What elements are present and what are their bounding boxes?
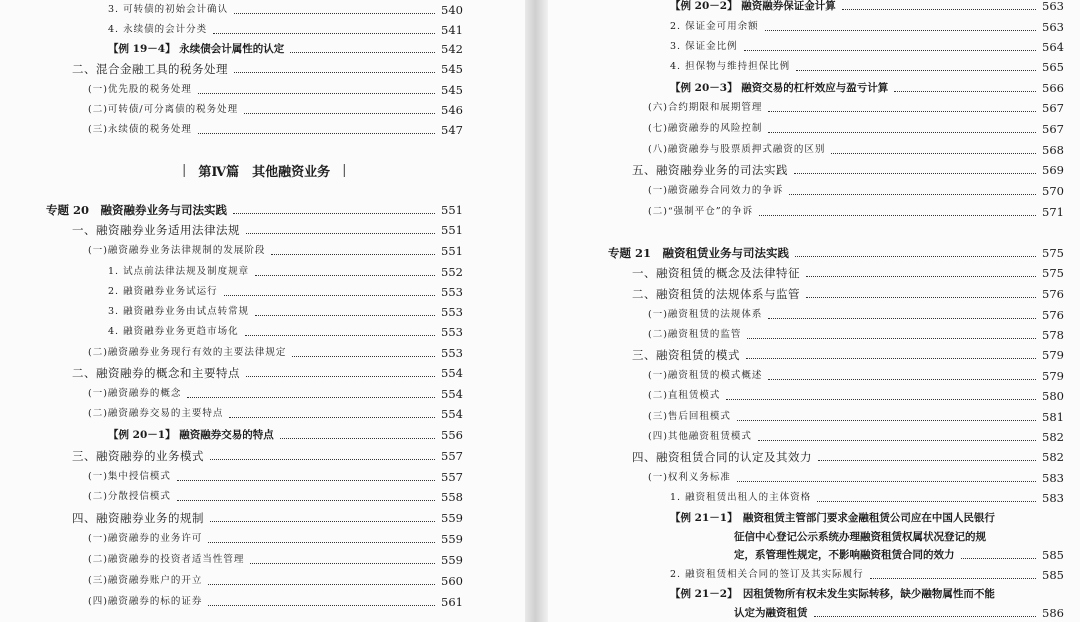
toc-entry-label: (二)融资融券业务现行有效的主要法律规定	[88, 347, 287, 358]
toc-entry	[88, 550, 463, 570]
toc-page-number: 576	[1042, 287, 1064, 301]
dot-leader	[870, 577, 1036, 579]
toc-page-number: 557	[441, 449, 463, 463]
part-heading-title: 第Ⅳ篇 其他融资业务	[198, 164, 331, 180]
toc-section-entry	[72, 363, 463, 383]
toc-entry	[670, 488, 1064, 508]
toc-entry-label: 二、融资融券的概念和主要特点	[72, 366, 240, 380]
toc-page-number: 554	[441, 387, 463, 401]
toc-entry-label: 三、融资租赁的模式	[632, 348, 740, 362]
toc-entry	[670, 37, 1064, 57]
toc-example-line: 【例 21－2】 因租赁物所有权未发生实际转移，缺少融物属性而不能	[670, 588, 995, 600]
toc-page-number: 561	[441, 595, 463, 609]
toc-entry	[648, 98, 1064, 118]
toc-page-number: 586	[1042, 606, 1064, 620]
dot-leader	[894, 90, 1036, 92]
toc-page-number: 583	[1042, 471, 1064, 485]
toc-entry	[108, 282, 463, 302]
toc-page-number: 554	[441, 407, 463, 421]
dot-leader	[208, 583, 435, 585]
dot-leader	[246, 232, 435, 234]
toc-entry-label: 【例 20－1】 融资融券交易的特点	[108, 429, 274, 441]
toc-entry-label: 2. 融资租赁相关合同的签订及其实际履行	[670, 569, 864, 580]
toc-entry-label: (四)融资融券的标的证券	[88, 596, 203, 607]
toc-section-entry	[632, 263, 1064, 283]
toc-example-entry	[734, 545, 1064, 565]
toc-entry	[108, 322, 463, 342]
toc-entry	[88, 592, 463, 612]
dot-leader	[759, 214, 1036, 216]
dot-leader	[768, 378, 1036, 380]
toc-example-line: 征信中心登记公示系统办理融资租赁权属状况登记的规	[734, 531, 986, 543]
toc-page-number: 553	[441, 325, 463, 339]
toc-entry	[648, 427, 1064, 447]
toc-entry-label: 三、融资融券的业务模式	[72, 449, 204, 463]
dot-leader	[747, 337, 1036, 339]
toc-example-entry	[108, 39, 463, 59]
toc-topic-entry	[46, 200, 463, 220]
toc-entry-label: 1. 融资租赁出租人的主体资格	[670, 492, 812, 503]
toc-page-number: 568	[1042, 143, 1064, 157]
toc-page-number: 571	[1042, 205, 1064, 219]
toc-entry-label: 3. 可转债的初始会计确认	[108, 4, 229, 15]
dot-leader	[280, 437, 435, 439]
toc-page-number: 575	[1042, 246, 1064, 260]
toc-page-number: 551	[441, 203, 463, 217]
dot-leader	[208, 541, 435, 543]
dot-leader	[768, 131, 1036, 133]
dot-leader	[795, 255, 1036, 257]
toc-page-number: 546	[441, 103, 463, 117]
toc-entry	[648, 468, 1064, 488]
toc-page-number: 552	[441, 265, 463, 279]
toc-entry	[88, 80, 463, 100]
toc-entry-label: 四、融资融券业务的规制	[72, 511, 204, 525]
dot-leader	[961, 557, 1037, 559]
dot-leader	[255, 274, 435, 276]
part-heading	[170, 158, 359, 182]
toc-entry-label: (一)融资融券的概念	[88, 388, 182, 399]
toc-page-number: 563	[1042, 20, 1064, 34]
toc-page-number: 553	[441, 285, 463, 299]
dot-leader	[213, 32, 435, 34]
toc-page-number: 580	[1042, 389, 1064, 403]
toc-topic-entry	[608, 243, 1064, 263]
toc-entry	[648, 366, 1064, 386]
dot-leader	[255, 314, 435, 316]
book-gutter	[525, 0, 548, 622]
dot-leader	[234, 12, 435, 14]
dot-leader	[842, 8, 1036, 10]
toc-entry	[88, 529, 463, 549]
toc-entry-label: (一)融资租赁的模式概述	[648, 370, 763, 381]
toc-entry-label: (一)融资融券的业务许可	[88, 533, 203, 544]
toc-entry-label: (四)其他融资租赁模式	[648, 431, 752, 442]
toc-entry-label: (一)融资租赁的法规体系	[648, 309, 763, 320]
toc-entry	[88, 384, 463, 404]
toc-entry-label: (二)分散授信模式	[88, 491, 171, 502]
toc-entry	[648, 386, 1064, 406]
toc-page-number: 560	[441, 574, 463, 588]
toc-section-entry	[72, 446, 463, 466]
toc-entry-label: (三)融资融券账户的开立	[88, 575, 203, 586]
toc-section-entry	[72, 220, 463, 240]
dot-leader	[758, 439, 1036, 441]
toc-entry	[648, 119, 1064, 139]
toc-entry	[108, 20, 463, 40]
toc-entry-label: 4. 融资融券业务更趋市场化	[108, 326, 239, 337]
dot-leader	[233, 212, 435, 214]
toc-entry-label: 认定为融资租赁	[734, 607, 808, 619]
dot-leader	[210, 520, 435, 522]
dot-leader	[817, 500, 1036, 502]
toc-section-entry	[632, 160, 1064, 180]
toc-section-entry	[632, 345, 1064, 365]
toc-entry-label: 2. 保证金可用余额	[670, 21, 759, 32]
dot-leader	[290, 51, 435, 53]
toc-entry-label: 2. 融资融券业务试运行	[108, 286, 218, 297]
toc-page-number: 583	[1042, 491, 1064, 505]
toc-page-number: 581	[1042, 410, 1064, 424]
dot-leader	[210, 458, 435, 460]
toc-page-number: 551	[441, 223, 463, 237]
toc-page-number: 565	[1042, 60, 1064, 74]
dot-leader	[177, 479, 435, 481]
dot-leader	[198, 132, 435, 134]
toc-entry	[648, 140, 1064, 160]
toc-entry-label: (二)融资融券的投资者适当性管理	[88, 554, 245, 565]
toc-entry-label: 二、融资租赁的法规体系与监管	[632, 287, 800, 301]
toc-page-number: 579	[1042, 369, 1064, 383]
toc-entry-label: (一)优先股的税务处理	[88, 84, 192, 95]
toc-entry-label: 五、融资融券业务的司法实践	[632, 163, 788, 177]
toc-entry	[670, 565, 1064, 585]
toc-entry	[670, 57, 1064, 77]
dot-leader	[246, 375, 435, 377]
toc-entry-label: (二)融资租赁的监管	[648, 329, 742, 340]
dot-leader	[831, 152, 1036, 154]
toc-entry-label: 二、混合金融工具的税务处理	[72, 62, 228, 76]
dot-leader	[768, 110, 1036, 112]
toc-entry	[88, 120, 463, 140]
toc-entry	[108, 262, 463, 282]
dot-leader	[794, 172, 1036, 174]
toc-entry-label: (八)融资融券与股票质押式融资的区别	[648, 144, 826, 155]
toc-page-number: 557	[441, 470, 463, 484]
toc-example-entry	[670, 78, 1064, 98]
toc-entry	[648, 181, 1064, 201]
toc-page-number: 575	[1042, 266, 1064, 280]
part-heading-bar-left: |	[182, 162, 187, 178]
toc-page-number: 556	[441, 428, 463, 442]
toc-page-number: 585	[1042, 548, 1064, 562]
toc-entry-label: (七)融资融券的风险控制	[648, 123, 763, 134]
dot-leader	[229, 416, 435, 418]
dot-leader	[765, 29, 1036, 31]
toc-page-number: 547	[441, 123, 463, 137]
toc-page-number: 576	[1042, 308, 1064, 322]
dot-leader	[737, 419, 1036, 421]
toc-entry-label: (二)融资融券交易的主要特点	[88, 408, 224, 419]
toc-entry	[88, 241, 463, 261]
toc-page-number: 541	[441, 23, 463, 37]
toc-entry-label: 1. 试点前法律法规及制度规章	[108, 266, 250, 277]
toc-entry	[88, 571, 463, 591]
toc-entry	[88, 343, 463, 363]
toc-entry	[648, 407, 1064, 427]
toc-page-number: 559	[441, 511, 463, 525]
toc-entry-label: 定，系管理性规定，不影响融资租赁合同的效力	[734, 549, 955, 561]
dot-leader	[806, 296, 1036, 298]
right-page	[548, 0, 1080, 622]
toc-entry-label: 3. 融资融券业务由试点转常规	[108, 306, 250, 317]
dot-leader	[271, 253, 435, 255]
toc-entry-label: (一)集中授信模式	[88, 471, 171, 482]
toc-example-entry	[670, 0, 1064, 16]
dot-leader	[814, 615, 1037, 617]
toc-example-line: 【例 21－1】 融资租赁主管部门要求金融租赁公司应在中国人民银行	[670, 512, 995, 524]
toc-page-number: 566	[1042, 81, 1064, 95]
toc-entry-label: (二)“强制平仓”的争诉	[648, 206, 754, 217]
dot-leader	[244, 112, 435, 114]
toc-page-number: 579	[1042, 348, 1064, 362]
toc-entry	[648, 305, 1064, 325]
toc-entry-label: 一、融资租赁的概念及法律特征	[632, 266, 800, 280]
toc-entry-label: (一)权利义务标准	[648, 472, 731, 483]
toc-section-entry	[72, 59, 463, 79]
toc-entry-label: 专题 21 融资租赁业务与司法实践	[608, 246, 790, 260]
dot-leader	[818, 459, 1036, 461]
dot-leader	[208, 604, 435, 606]
dot-leader	[187, 396, 435, 398]
dot-leader	[744, 49, 1036, 51]
dot-leader	[234, 71, 435, 73]
toc-entry-label: 4. 永续债的会计分类	[108, 24, 208, 35]
dot-leader	[177, 499, 435, 501]
dot-leader	[726, 398, 1036, 400]
toc-entry-label: 一、融资融券业务适用法律法规	[72, 223, 240, 237]
toc-page-number: 559	[441, 532, 463, 546]
toc-page-number: 545	[441, 83, 463, 97]
toc-entry-label: (二)可转债/可分离债的税务处理	[88, 104, 239, 115]
toc-entry	[108, 0, 463, 20]
toc-entry	[88, 467, 463, 487]
toc-example-entry	[734, 603, 1064, 622]
dot-leader	[796, 69, 1036, 71]
toc-entry-label: 专题 20 融资融券业务与司法实践	[46, 203, 228, 217]
toc-entry-label: (三)永续债的税务处理	[88, 124, 192, 135]
toc-page-number: 558	[441, 490, 463, 504]
dot-leader	[224, 294, 435, 296]
dot-leader	[737, 480, 1036, 482]
toc-page-number: 553	[441, 346, 463, 360]
left-page	[0, 0, 525, 622]
toc-page-number: 570	[1042, 184, 1064, 198]
toc-entry-label: (三)售后回租模式	[648, 411, 731, 422]
toc-entry-label: 四、融资租赁合同的认定及其效力	[632, 450, 812, 464]
dot-leader	[245, 334, 435, 336]
toc-page-number: 564	[1042, 40, 1064, 54]
toc-entry	[88, 404, 463, 424]
toc-page-number: 545	[441, 62, 463, 76]
toc-section-entry	[72, 508, 463, 528]
toc-page-number: 540	[441, 3, 463, 17]
toc-page-number: 567	[1042, 122, 1064, 136]
dot-leader	[768, 317, 1036, 319]
toc-entry-label: 【例 20－3】 融资交易的杠杆效应与盈亏计算	[670, 82, 889, 94]
dot-leader	[250, 562, 435, 564]
dot-leader	[789, 193, 1036, 195]
toc-example-entry	[108, 425, 463, 445]
toc-entry-label: 【例 20－2】 融资融券保证金计算	[670, 0, 836, 12]
toc-entry-label: (一)融资融券业务法律规制的发展阶段	[88, 245, 266, 256]
toc-entry	[88, 100, 463, 120]
toc-page-number: 553	[441, 305, 463, 319]
toc-section-entry	[632, 284, 1064, 304]
toc-entry	[670, 17, 1064, 37]
toc-page-number: 551	[441, 244, 463, 258]
toc-entry	[648, 202, 1064, 222]
dot-leader	[292, 355, 435, 357]
toc-page-number: 567	[1042, 101, 1064, 115]
dot-leader	[746, 357, 1036, 359]
toc-page-number: 585	[1042, 568, 1064, 582]
dot-leader	[198, 92, 435, 94]
toc-entry-label: 【例 19－4】 永续债会计属性的认定	[108, 43, 285, 55]
dot-leader	[806, 275, 1036, 277]
toc-entry	[108, 302, 463, 322]
toc-page-number: 542	[441, 42, 463, 56]
toc-entry	[648, 325, 1064, 345]
toc-entry-label: (一)融资融券合同效力的争诉	[648, 185, 784, 196]
toc-entry-label: 3. 保证金比例	[670, 41, 738, 52]
toc-page-number: 554	[441, 366, 463, 380]
toc-entry-label: (二)直租赁模式	[648, 390, 721, 401]
toc-entry-label: (六)合约期限和展期管理	[648, 102, 763, 113]
toc-page-number: 582	[1042, 430, 1064, 444]
toc-page-number: 559	[441, 553, 463, 567]
toc-entry	[88, 487, 463, 507]
toc-page-number: 563	[1042, 0, 1064, 13]
toc-page-number: 582	[1042, 450, 1064, 464]
toc-entry-label: 4. 担保物与维持担保比例	[670, 61, 791, 72]
toc-page-number: 569	[1042, 163, 1064, 177]
toc-page-number: 578	[1042, 328, 1064, 342]
toc-section-entry	[632, 447, 1064, 467]
part-heading-bar-right: |	[342, 162, 347, 178]
